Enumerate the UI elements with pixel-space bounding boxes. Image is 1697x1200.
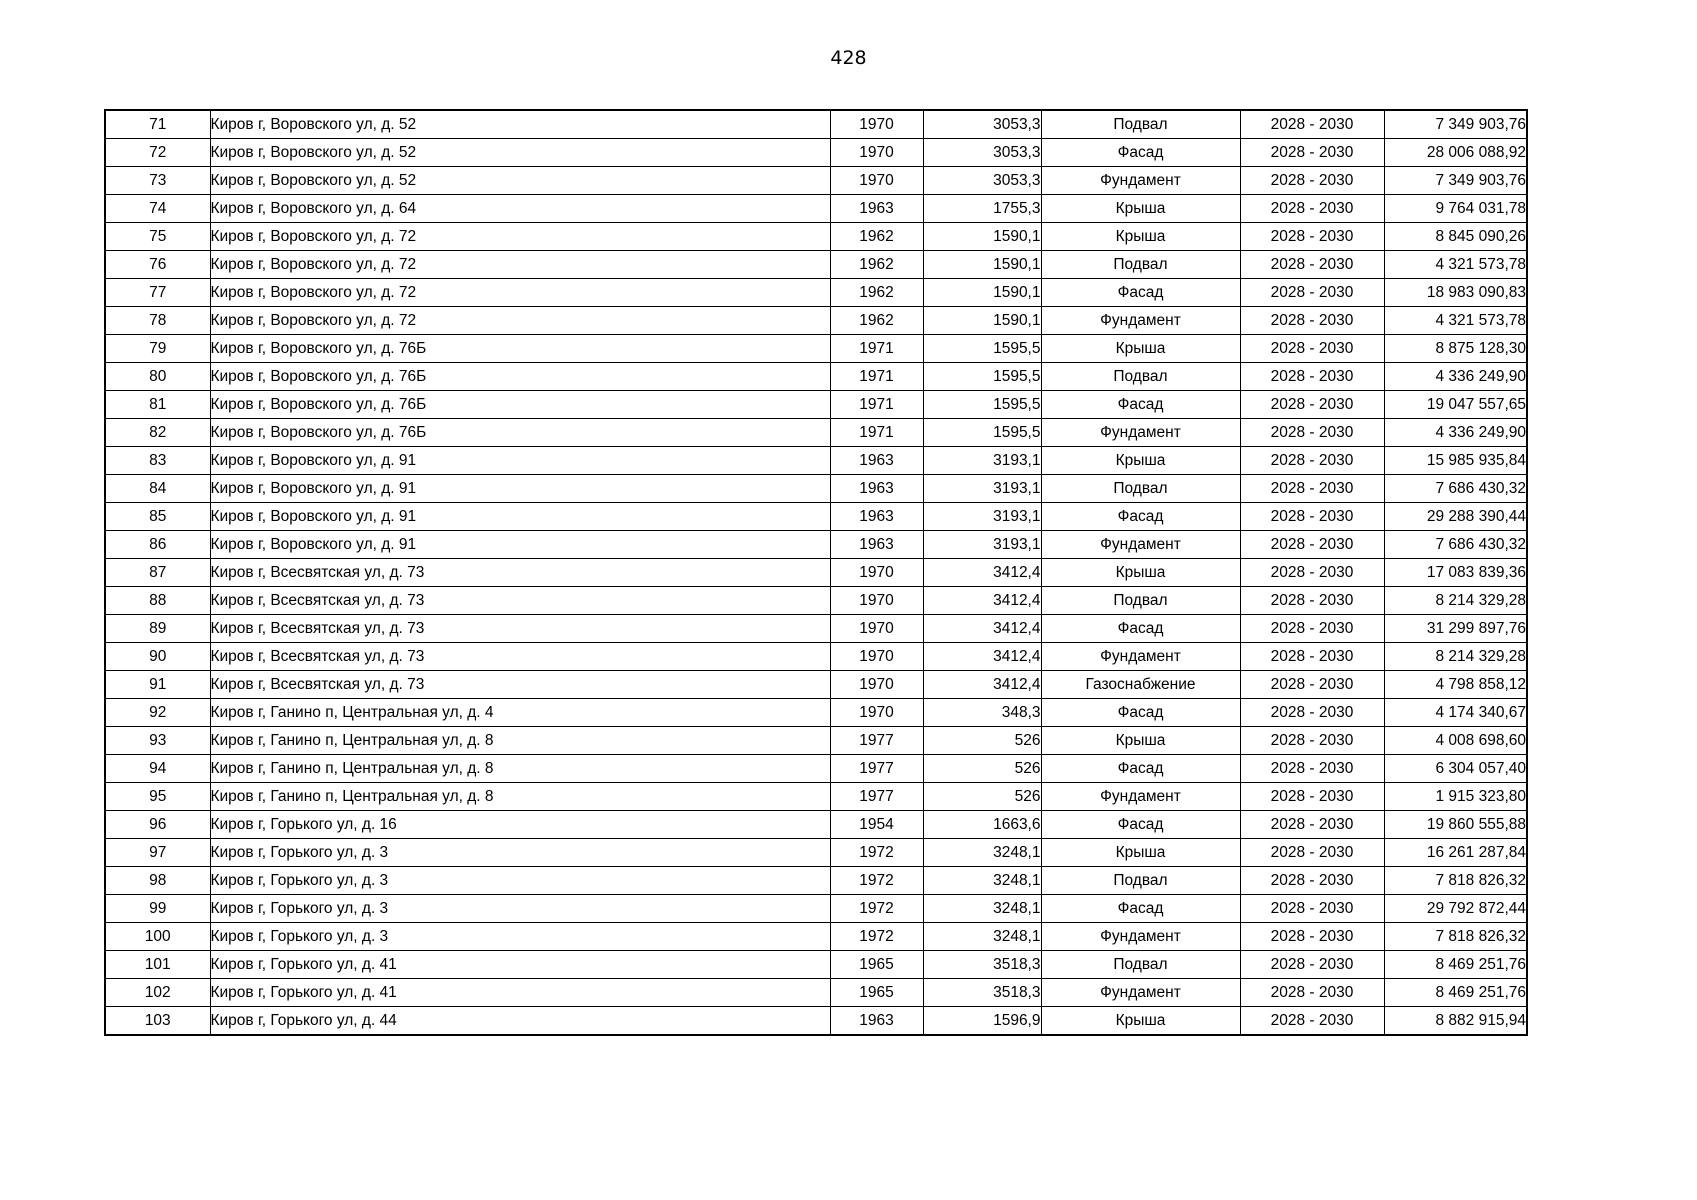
work-type-cell: Крыша bbox=[1041, 195, 1240, 223]
address-cell: Киров г, Горького ул, д. 44 bbox=[210, 1007, 830, 1036]
period-cell: 2028 - 2030 bbox=[1240, 195, 1384, 223]
row-number-cell: 77 bbox=[105, 279, 210, 307]
year-built-cell: 1972 bbox=[830, 867, 923, 895]
row-number-cell: 97 bbox=[105, 839, 210, 867]
work-type-cell: Фасад bbox=[1041, 139, 1240, 167]
table-row bbox=[105, 531, 1527, 559]
period-cell: 2028 - 2030 bbox=[1240, 643, 1384, 671]
year-built-cell: 1965 bbox=[830, 951, 923, 979]
period-cell: 2028 - 2030 bbox=[1240, 587, 1384, 615]
area-cell: 526 bbox=[923, 755, 1041, 783]
repair-schedule-table bbox=[104, 109, 1528, 1036]
table-row bbox=[105, 979, 1527, 1007]
period-cell: 2028 - 2030 bbox=[1240, 727, 1384, 755]
address-cell: Киров г, Всесвятская ул, д. 73 bbox=[210, 615, 830, 643]
work-type-cell: Фасад bbox=[1041, 895, 1240, 923]
cost-cell: 8 845 090,26 bbox=[1384, 223, 1527, 251]
year-built-cell: 1970 bbox=[830, 139, 923, 167]
period-cell: 2028 - 2030 bbox=[1240, 503, 1384, 531]
year-built-cell: 1977 bbox=[830, 727, 923, 755]
row-number-cell: 90 bbox=[105, 643, 210, 671]
period-cell: 2028 - 2030 bbox=[1240, 1007, 1384, 1036]
work-type-cell: Подвал bbox=[1041, 951, 1240, 979]
year-built-cell: 1962 bbox=[830, 279, 923, 307]
year-built-cell: 1971 bbox=[830, 363, 923, 391]
row-number-cell: 75 bbox=[105, 223, 210, 251]
work-type-cell: Крыша bbox=[1041, 727, 1240, 755]
table-row bbox=[105, 110, 1527, 139]
cost-cell: 19 047 557,65 bbox=[1384, 391, 1527, 419]
cost-cell: 29 792 872,44 bbox=[1384, 895, 1527, 923]
year-built-cell: 1962 bbox=[830, 223, 923, 251]
area-cell: 1590,1 bbox=[923, 223, 1041, 251]
work-type-cell: Подвал bbox=[1041, 867, 1240, 895]
address-cell: Киров г, Воровского ул, д. 64 bbox=[210, 195, 830, 223]
table-row bbox=[105, 895, 1527, 923]
area-cell: 3193,1 bbox=[923, 503, 1041, 531]
address-cell: Киров г, Воровского ул, д. 91 bbox=[210, 475, 830, 503]
table-row bbox=[105, 279, 1527, 307]
address-cell: Киров г, Воровского ул, д. 72 bbox=[210, 279, 830, 307]
table-row bbox=[105, 951, 1527, 979]
cost-cell: 16 261 287,84 bbox=[1384, 839, 1527, 867]
cost-cell: 4 174 340,67 bbox=[1384, 699, 1527, 727]
area-cell: 3412,4 bbox=[923, 643, 1041, 671]
work-type-cell: Подвал bbox=[1041, 110, 1240, 139]
work-type-cell: Фундамент bbox=[1041, 643, 1240, 671]
row-number-cell: 79 bbox=[105, 335, 210, 363]
year-built-cell: 1971 bbox=[830, 335, 923, 363]
address-cell: Киров г, Ганино п, Центральная ул, д. 8 bbox=[210, 727, 830, 755]
cost-cell: 17 083 839,36 bbox=[1384, 559, 1527, 587]
year-built-cell: 1970 bbox=[830, 559, 923, 587]
cost-cell: 4 321 573,78 bbox=[1384, 307, 1527, 335]
cost-cell: 9 764 031,78 bbox=[1384, 195, 1527, 223]
area-cell: 3193,1 bbox=[923, 475, 1041, 503]
period-cell: 2028 - 2030 bbox=[1240, 335, 1384, 363]
address-cell: Киров г, Воровского ул, д. 72 bbox=[210, 307, 830, 335]
year-built-cell: 1972 bbox=[830, 839, 923, 867]
table-row bbox=[105, 447, 1527, 475]
cost-cell: 4 336 249,90 bbox=[1384, 419, 1527, 447]
address-cell: Киров г, Всесвятская ул, д. 73 bbox=[210, 671, 830, 699]
table-row bbox=[105, 587, 1527, 615]
work-type-cell: Фасад bbox=[1041, 391, 1240, 419]
row-number-cell: 92 bbox=[105, 699, 210, 727]
period-cell: 2028 - 2030 bbox=[1240, 671, 1384, 699]
period-cell: 2028 - 2030 bbox=[1240, 811, 1384, 839]
year-built-cell: 1963 bbox=[830, 1007, 923, 1036]
cost-cell: 18 983 090,83 bbox=[1384, 279, 1527, 307]
period-cell: 2028 - 2030 bbox=[1240, 167, 1384, 195]
cost-cell: 8 882 915,94 bbox=[1384, 1007, 1527, 1036]
cost-cell: 6 304 057,40 bbox=[1384, 755, 1527, 783]
table-row bbox=[105, 167, 1527, 195]
period-cell: 2028 - 2030 bbox=[1240, 475, 1384, 503]
area-cell: 1755,3 bbox=[923, 195, 1041, 223]
year-built-cell: 1977 bbox=[830, 783, 923, 811]
year-built-cell: 1977 bbox=[830, 755, 923, 783]
area-cell: 3412,4 bbox=[923, 671, 1041, 699]
work-type-cell: Подвал bbox=[1041, 587, 1240, 615]
work-type-cell: Подвал bbox=[1041, 475, 1240, 503]
address-cell: Киров г, Горького ул, д. 16 bbox=[210, 811, 830, 839]
table-row bbox=[105, 755, 1527, 783]
period-cell: 2028 - 2030 bbox=[1240, 279, 1384, 307]
row-number-cell: 84 bbox=[105, 475, 210, 503]
cost-cell: 29 288 390,44 bbox=[1384, 503, 1527, 531]
work-type-cell: Фундамент bbox=[1041, 923, 1240, 951]
cost-cell: 8 214 329,28 bbox=[1384, 643, 1527, 671]
table-row bbox=[105, 223, 1527, 251]
row-number-cell: 87 bbox=[105, 559, 210, 587]
row-number-cell: 103 bbox=[105, 1007, 210, 1036]
row-number-cell: 91 bbox=[105, 671, 210, 699]
work-type-cell: Фасад bbox=[1041, 279, 1240, 307]
area-cell: 1590,1 bbox=[923, 307, 1041, 335]
address-cell: Киров г, Всесвятская ул, д. 73 bbox=[210, 587, 830, 615]
row-number-cell: 80 bbox=[105, 363, 210, 391]
area-cell: 3412,4 bbox=[923, 559, 1041, 587]
year-built-cell: 1962 bbox=[830, 307, 923, 335]
row-number-cell: 89 bbox=[105, 615, 210, 643]
address-cell: Киров г, Ганино п, Центральная ул, д. 4 bbox=[210, 699, 830, 727]
area-cell: 526 bbox=[923, 783, 1041, 811]
area-cell: 3412,4 bbox=[923, 587, 1041, 615]
cost-cell: 15 985 935,84 bbox=[1384, 447, 1527, 475]
table-row bbox=[105, 475, 1527, 503]
row-number-cell: 94 bbox=[105, 755, 210, 783]
period-cell: 2028 - 2030 bbox=[1240, 755, 1384, 783]
year-built-cell: 1970 bbox=[830, 587, 923, 615]
year-built-cell: 1970 bbox=[830, 167, 923, 195]
year-built-cell: 1970 bbox=[830, 643, 923, 671]
area-cell: 1590,1 bbox=[923, 251, 1041, 279]
period-cell: 2028 - 2030 bbox=[1240, 923, 1384, 951]
work-type-cell: Фундамент bbox=[1041, 167, 1240, 195]
period-cell: 2028 - 2030 bbox=[1240, 839, 1384, 867]
year-built-cell: 1970 bbox=[830, 110, 923, 139]
period-cell: 2028 - 2030 bbox=[1240, 419, 1384, 447]
area-cell: 3248,1 bbox=[923, 895, 1041, 923]
work-type-cell: Подвал bbox=[1041, 251, 1240, 279]
cost-cell: 7 818 826,32 bbox=[1384, 923, 1527, 951]
table-row bbox=[105, 363, 1527, 391]
table-row bbox=[105, 643, 1527, 671]
address-cell: Киров г, Воровского ул, д. 76Б bbox=[210, 335, 830, 363]
cost-cell: 8 469 251,76 bbox=[1384, 951, 1527, 979]
work-type-cell: Фундамент bbox=[1041, 783, 1240, 811]
table-row bbox=[105, 195, 1527, 223]
area-cell: 3053,3 bbox=[923, 139, 1041, 167]
year-built-cell: 1963 bbox=[830, 531, 923, 559]
table-row bbox=[105, 839, 1527, 867]
address-cell: Киров г, Воровского ул, д. 91 bbox=[210, 503, 830, 531]
work-type-cell: Крыша bbox=[1041, 335, 1240, 363]
row-number-cell: 76 bbox=[105, 251, 210, 279]
year-built-cell: 1963 bbox=[830, 503, 923, 531]
work-type-cell: Крыша bbox=[1041, 447, 1240, 475]
work-type-cell: Фундамент bbox=[1041, 419, 1240, 447]
table-row bbox=[105, 615, 1527, 643]
year-built-cell: 1963 bbox=[830, 195, 923, 223]
table-row bbox=[105, 139, 1527, 167]
area-cell: 3412,4 bbox=[923, 615, 1041, 643]
period-cell: 2028 - 2030 bbox=[1240, 307, 1384, 335]
period-cell: 2028 - 2030 bbox=[1240, 447, 1384, 475]
area-cell: 1595,5 bbox=[923, 419, 1041, 447]
row-number-cell: 72 bbox=[105, 139, 210, 167]
row-number-cell: 71 bbox=[105, 110, 210, 139]
table-row bbox=[105, 307, 1527, 335]
period-cell: 2028 - 2030 bbox=[1240, 531, 1384, 559]
area-cell: 3053,3 bbox=[923, 167, 1041, 195]
row-number-cell: 101 bbox=[105, 951, 210, 979]
year-built-cell: 1970 bbox=[830, 671, 923, 699]
cost-cell: 7 686 430,32 bbox=[1384, 531, 1527, 559]
work-type-cell: Фасад bbox=[1041, 615, 1240, 643]
year-built-cell: 1971 bbox=[830, 391, 923, 419]
cost-cell: 7 349 903,76 bbox=[1384, 110, 1527, 139]
table-row bbox=[105, 1007, 1527, 1036]
row-number-cell: 96 bbox=[105, 811, 210, 839]
cost-cell: 8 875 128,30 bbox=[1384, 335, 1527, 363]
period-cell: 2028 - 2030 bbox=[1240, 867, 1384, 895]
cost-cell: 7 349 903,76 bbox=[1384, 167, 1527, 195]
area-cell: 3518,3 bbox=[923, 951, 1041, 979]
area-cell: 1595,5 bbox=[923, 335, 1041, 363]
area-cell: 1595,5 bbox=[923, 363, 1041, 391]
table-row bbox=[105, 503, 1527, 531]
page-number: 428 bbox=[830, 47, 867, 69]
table-row bbox=[105, 251, 1527, 279]
row-number-cell: 74 bbox=[105, 195, 210, 223]
address-cell: Киров г, Горького ул, д. 3 bbox=[210, 895, 830, 923]
row-number-cell: 102 bbox=[105, 979, 210, 1007]
row-number-cell: 73 bbox=[105, 167, 210, 195]
cost-cell: 4 321 573,78 bbox=[1384, 251, 1527, 279]
area-cell: 3193,1 bbox=[923, 531, 1041, 559]
row-number-cell: 83 bbox=[105, 447, 210, 475]
year-built-cell: 1963 bbox=[830, 475, 923, 503]
table-row bbox=[105, 419, 1527, 447]
table-row bbox=[105, 923, 1527, 951]
row-number-cell: 85 bbox=[105, 503, 210, 531]
year-built-cell: 1972 bbox=[830, 895, 923, 923]
address-cell: Киров г, Горького ул, д. 41 bbox=[210, 979, 830, 1007]
row-number-cell: 88 bbox=[105, 587, 210, 615]
row-number-cell: 78 bbox=[105, 307, 210, 335]
table-row bbox=[105, 671, 1527, 699]
period-cell: 2028 - 2030 bbox=[1240, 391, 1384, 419]
row-number-cell: 81 bbox=[105, 391, 210, 419]
year-built-cell: 1954 bbox=[830, 811, 923, 839]
cost-cell: 4 008 698,60 bbox=[1384, 727, 1527, 755]
work-type-cell: Подвал bbox=[1041, 363, 1240, 391]
area-cell: 3248,1 bbox=[923, 839, 1041, 867]
work-type-cell: Фасад bbox=[1041, 503, 1240, 531]
address-cell: Киров г, Воровского ул, д. 72 bbox=[210, 223, 830, 251]
area-cell: 1596,9 bbox=[923, 1007, 1041, 1036]
area-cell: 1663,6 bbox=[923, 811, 1041, 839]
area-cell: 3053,3 bbox=[923, 110, 1041, 139]
address-cell: Киров г, Воровского ул, д. 52 bbox=[210, 139, 830, 167]
work-type-cell: Фасад bbox=[1041, 755, 1240, 783]
table-row bbox=[105, 727, 1527, 755]
table-row bbox=[105, 391, 1527, 419]
address-cell: Киров г, Воровского ул, д. 72 bbox=[210, 251, 830, 279]
address-cell: Киров г, Горького ул, д. 41 bbox=[210, 951, 830, 979]
year-built-cell: 1962 bbox=[830, 251, 923, 279]
address-cell: Киров г, Ганино п, Центральная ул, д. 8 bbox=[210, 755, 830, 783]
table-row bbox=[105, 335, 1527, 363]
work-type-cell: Крыша bbox=[1041, 1007, 1240, 1036]
year-built-cell: 1971 bbox=[830, 419, 923, 447]
period-cell: 2028 - 2030 bbox=[1240, 951, 1384, 979]
table-row bbox=[105, 783, 1527, 811]
work-type-cell: Крыша bbox=[1041, 839, 1240, 867]
row-number-cell: 98 bbox=[105, 867, 210, 895]
address-cell: Киров г, Горького ул, д. 3 bbox=[210, 839, 830, 867]
row-number-cell: 100 bbox=[105, 923, 210, 951]
year-built-cell: 1965 bbox=[830, 979, 923, 1007]
address-cell: Киров г, Воровского ул, д. 52 bbox=[210, 167, 830, 195]
address-cell: Киров г, Воровского ул, д. 76Б bbox=[210, 363, 830, 391]
area-cell: 3248,1 bbox=[923, 923, 1041, 951]
area-cell: 1590,1 bbox=[923, 279, 1041, 307]
row-number-cell: 86 bbox=[105, 531, 210, 559]
table-row bbox=[105, 699, 1527, 727]
cost-cell: 8 469 251,76 bbox=[1384, 979, 1527, 1007]
period-cell: 2028 - 2030 bbox=[1240, 363, 1384, 391]
area-cell: 3193,1 bbox=[923, 447, 1041, 475]
work-type-cell: Крыша bbox=[1041, 223, 1240, 251]
area-cell: 3518,3 bbox=[923, 979, 1041, 1007]
work-type-cell: Фундамент bbox=[1041, 307, 1240, 335]
year-built-cell: 1970 bbox=[830, 699, 923, 727]
row-number-cell: 93 bbox=[105, 727, 210, 755]
work-type-cell: Фасад bbox=[1041, 699, 1240, 727]
work-type-cell: Крыша bbox=[1041, 559, 1240, 587]
cost-cell: 1 915 323,80 bbox=[1384, 783, 1527, 811]
year-built-cell: 1972 bbox=[830, 923, 923, 951]
period-cell: 2028 - 2030 bbox=[1240, 251, 1384, 279]
period-cell: 2028 - 2030 bbox=[1240, 559, 1384, 587]
table-row bbox=[105, 811, 1527, 839]
address-cell: Киров г, Воровского ул, д. 76Б bbox=[210, 391, 830, 419]
address-cell: Киров г, Горького ул, д. 3 bbox=[210, 867, 830, 895]
cost-cell: 7 818 826,32 bbox=[1384, 867, 1527, 895]
cost-cell: 4 336 249,90 bbox=[1384, 363, 1527, 391]
address-cell: Киров г, Воровского ул, д. 91 bbox=[210, 531, 830, 559]
period-cell: 2028 - 2030 bbox=[1240, 895, 1384, 923]
area-cell: 3248,1 bbox=[923, 867, 1041, 895]
address-cell: Киров г, Воровского ул, д. 91 bbox=[210, 447, 830, 475]
period-cell: 2028 - 2030 bbox=[1240, 223, 1384, 251]
table-row bbox=[105, 559, 1527, 587]
table-body bbox=[105, 110, 1527, 1035]
period-cell: 2028 - 2030 bbox=[1240, 110, 1384, 139]
address-cell: Киров г, Всесвятская ул, д. 73 bbox=[210, 559, 830, 587]
cost-cell: 7 686 430,32 bbox=[1384, 475, 1527, 503]
period-cell: 2028 - 2030 bbox=[1240, 979, 1384, 1007]
area-cell: 348,3 bbox=[923, 699, 1041, 727]
cost-cell: 31 299 897,76 bbox=[1384, 615, 1527, 643]
address-cell: Киров г, Воровского ул, д. 52 bbox=[210, 110, 830, 139]
row-number-cell: 95 bbox=[105, 783, 210, 811]
work-type-cell: Фундамент bbox=[1041, 531, 1240, 559]
table-row bbox=[105, 867, 1527, 895]
address-cell: Киров г, Ганино п, Центральная ул, д. 8 bbox=[210, 783, 830, 811]
address-cell: Киров г, Воровского ул, д. 76Б bbox=[210, 419, 830, 447]
period-cell: 2028 - 2030 bbox=[1240, 139, 1384, 167]
cost-cell: 19 860 555,88 bbox=[1384, 811, 1527, 839]
area-cell: 526 bbox=[923, 727, 1041, 755]
cost-cell: 4 798 858,12 bbox=[1384, 671, 1527, 699]
period-cell: 2028 - 2030 bbox=[1240, 699, 1384, 727]
year-built-cell: 1963 bbox=[830, 447, 923, 475]
address-cell: Киров г, Горького ул, д. 3 bbox=[210, 923, 830, 951]
row-number-cell: 82 bbox=[105, 419, 210, 447]
period-cell: 2028 - 2030 bbox=[1240, 615, 1384, 643]
year-built-cell: 1970 bbox=[830, 615, 923, 643]
area-cell: 1595,5 bbox=[923, 391, 1041, 419]
cost-cell: 28 006 088,92 bbox=[1384, 139, 1527, 167]
period-cell: 2028 - 2030 bbox=[1240, 783, 1384, 811]
work-type-cell: Фасад bbox=[1041, 811, 1240, 839]
row-number-cell: 99 bbox=[105, 895, 210, 923]
work-type-cell: Газоснабжение bbox=[1041, 671, 1240, 699]
address-cell: Киров г, Всесвятская ул, д. 73 bbox=[210, 643, 830, 671]
cost-cell: 8 214 329,28 bbox=[1384, 587, 1527, 615]
work-type-cell: Фундамент bbox=[1041, 979, 1240, 1007]
